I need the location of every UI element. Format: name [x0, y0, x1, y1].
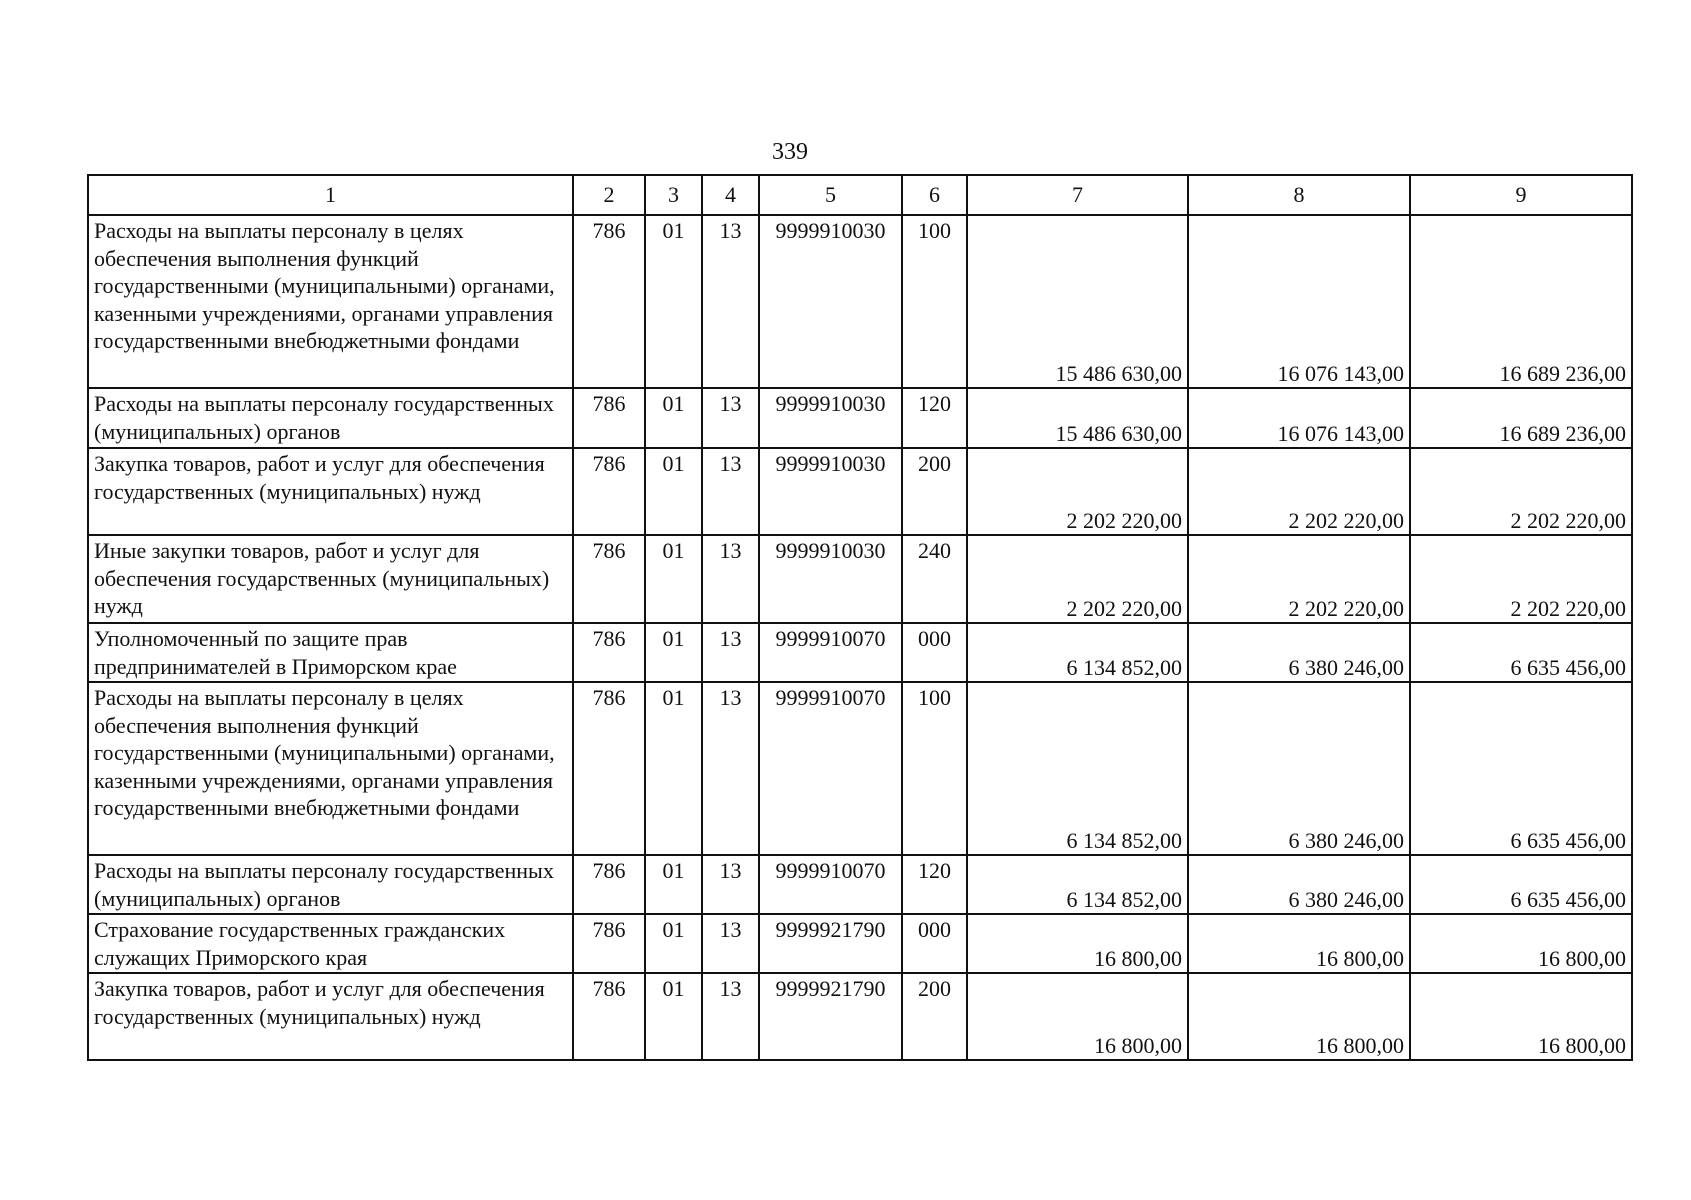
expense-type-code: 240 — [902, 535, 967, 623]
expense-name: Уполномоченный по защите прав предпринимателей в Приморском крае — [88, 623, 573, 682]
expense-name: Расходы на выплаты персоналу в целях обеспечения выполнения функций государственными (муниципальными) органами, казенными учреждениями, органами управления государственными внебюджетными фондами — [88, 682, 573, 855]
expense-type-code: 100 — [902, 215, 967, 388]
amount-year-1: 2 202 220,00 — [967, 448, 1188, 535]
amount-year-2: 16 800,00 — [1188, 914, 1410, 973]
amount-year-2: 6 380 246,00 — [1188, 623, 1410, 682]
ministry-code: 786 — [573, 914, 645, 973]
table-row — [88, 973, 1632, 1060]
target-article-code: 9999910030 — [759, 388, 902, 448]
target-article-code: 9999921790 — [759, 973, 902, 1060]
ministry-code: 786 — [573, 623, 645, 682]
section-code: 01 — [645, 973, 702, 1060]
expense-type-code: 200 — [902, 448, 967, 535]
amount-year-1: 15 486 630,00 — [967, 215, 1188, 388]
expense-type-code: 200 — [902, 973, 967, 1060]
subsection-code: 13 — [702, 682, 759, 855]
subsection-code: 13 — [702, 215, 759, 388]
subsection-code: 13 — [702, 535, 759, 623]
amount-year-1: 15 486 630,00 — [967, 388, 1188, 448]
section-code: 01 — [645, 914, 702, 973]
table-row — [88, 215, 1632, 388]
expense-type-code: 100 — [902, 682, 967, 855]
amount-year-2: 2 202 220,00 — [1188, 535, 1410, 623]
amount-year-1: 6 134 852,00 — [967, 682, 1188, 855]
amount-year-3: 6 635 456,00 — [1410, 623, 1632, 682]
table-row — [88, 448, 1632, 535]
table-row — [88, 388, 1632, 448]
section-code: 01 — [645, 535, 702, 623]
column-header: 6 — [902, 175, 967, 215]
amount-year-3: 16 800,00 — [1410, 914, 1632, 973]
table-row — [88, 855, 1632, 914]
amount-year-3: 16 689 236,00 — [1410, 215, 1632, 388]
target-article-code: 9999910030 — [759, 215, 902, 388]
target-article-code: 9999910070 — [759, 682, 902, 855]
amount-year-1: 6 134 852,00 — [967, 855, 1188, 914]
expense-name: Закупка товаров, работ и услуг для обеспечения государственных (муниципальных) нужд — [88, 448, 573, 535]
subsection-code: 13 — [702, 973, 759, 1060]
amount-year-3: 16 800,00 — [1410, 973, 1632, 1060]
table-row — [88, 682, 1632, 855]
table-row — [88, 914, 1632, 973]
section-code: 01 — [645, 388, 702, 448]
section-code: 01 — [645, 448, 702, 535]
ministry-code: 786 — [573, 215, 645, 388]
target-article-code: 9999910030 — [759, 535, 902, 623]
column-header: 8 — [1188, 175, 1410, 215]
amount-year-1: 16 800,00 — [967, 914, 1188, 973]
target-article-code: 9999910070 — [759, 855, 902, 914]
amount-year-2: 16 076 143,00 — [1188, 388, 1410, 448]
expense-type-code: 120 — [902, 388, 967, 448]
subsection-code: 13 — [702, 388, 759, 448]
ministry-code: 786 — [573, 388, 645, 448]
expense-name: Расходы на выплаты персоналу государственных (муниципальных) органов — [88, 388, 573, 448]
column-header: 2 — [573, 175, 645, 215]
table-row — [88, 623, 1632, 682]
amount-year-2: 16 076 143,00 — [1188, 215, 1410, 388]
amount-year-3: 6 635 456,00 — [1410, 855, 1632, 914]
expense-name: Расходы на выплаты персоналу государственных (муниципальных) органов — [88, 855, 573, 914]
amount-year-3: 2 202 220,00 — [1410, 448, 1632, 535]
section-code: 01 — [645, 215, 702, 388]
expense-name: Закупка товаров, работ и услуг для обеспечения государственных (муниципальных) нужд — [88, 973, 573, 1060]
subsection-code: 13 — [702, 623, 759, 682]
expense-type-code: 000 — [902, 623, 967, 682]
target-article-code: 9999921790 — [759, 914, 902, 973]
target-article-code: 9999910070 — [759, 623, 902, 682]
section-code: 01 — [645, 623, 702, 682]
amount-year-3: 16 689 236,00 — [1410, 388, 1632, 448]
amount-year-1: 2 202 220,00 — [967, 535, 1188, 623]
subsection-code: 13 — [702, 855, 759, 914]
section-code: 01 — [645, 682, 702, 855]
amount-year-1: 6 134 852,00 — [967, 623, 1188, 682]
ministry-code: 786 — [573, 448, 645, 535]
amount-year-2: 16 800,00 — [1188, 973, 1410, 1060]
expense-type-code: 000 — [902, 914, 967, 973]
column-header: 7 — [967, 175, 1188, 215]
subsection-code: 13 — [702, 448, 759, 535]
section-code: 01 — [645, 855, 702, 914]
column-header: 9 — [1410, 175, 1632, 215]
amount-year-2: 2 202 220,00 — [1188, 448, 1410, 535]
column-header: 5 — [759, 175, 902, 215]
expense-name: Расходы на выплаты персоналу в целях обеспечения выполнения функций государственными (муниципальными) органами, казенными учреждениями, органами управления государственными внебюджетными фондами — [88, 215, 573, 388]
expense-name: Иные закупки товаров, работ и услуг для обеспечения государственных (муниципальных) нужд — [88, 535, 573, 623]
column-header: 1 — [88, 175, 573, 215]
column-header: 4 — [702, 175, 759, 215]
table-header-row — [88, 175, 1632, 215]
ministry-code: 786 — [573, 973, 645, 1060]
amount-year-1: 16 800,00 — [967, 973, 1188, 1060]
ministry-code: 786 — [573, 855, 645, 914]
column-header: 3 — [645, 175, 702, 215]
amount-year-2: 6 380 246,00 — [1188, 855, 1410, 914]
ministry-code: 786 — [573, 682, 645, 855]
amount-year-3: 2 202 220,00 — [1410, 535, 1632, 623]
ministry-code: 786 — [573, 535, 645, 623]
expense-type-code: 120 — [902, 855, 967, 914]
table-row — [88, 535, 1632, 623]
amount-year-2: 6 380 246,00 — [1188, 682, 1410, 855]
page-number: 339 — [772, 139, 808, 165]
budget-table — [87, 174, 1633, 1061]
target-article-code: 9999910030 — [759, 448, 902, 535]
subsection-code: 13 — [702, 914, 759, 973]
expense-name: Страхование государственных гражданских служащих Приморского края — [88, 914, 573, 973]
amount-year-3: 6 635 456,00 — [1410, 682, 1632, 855]
